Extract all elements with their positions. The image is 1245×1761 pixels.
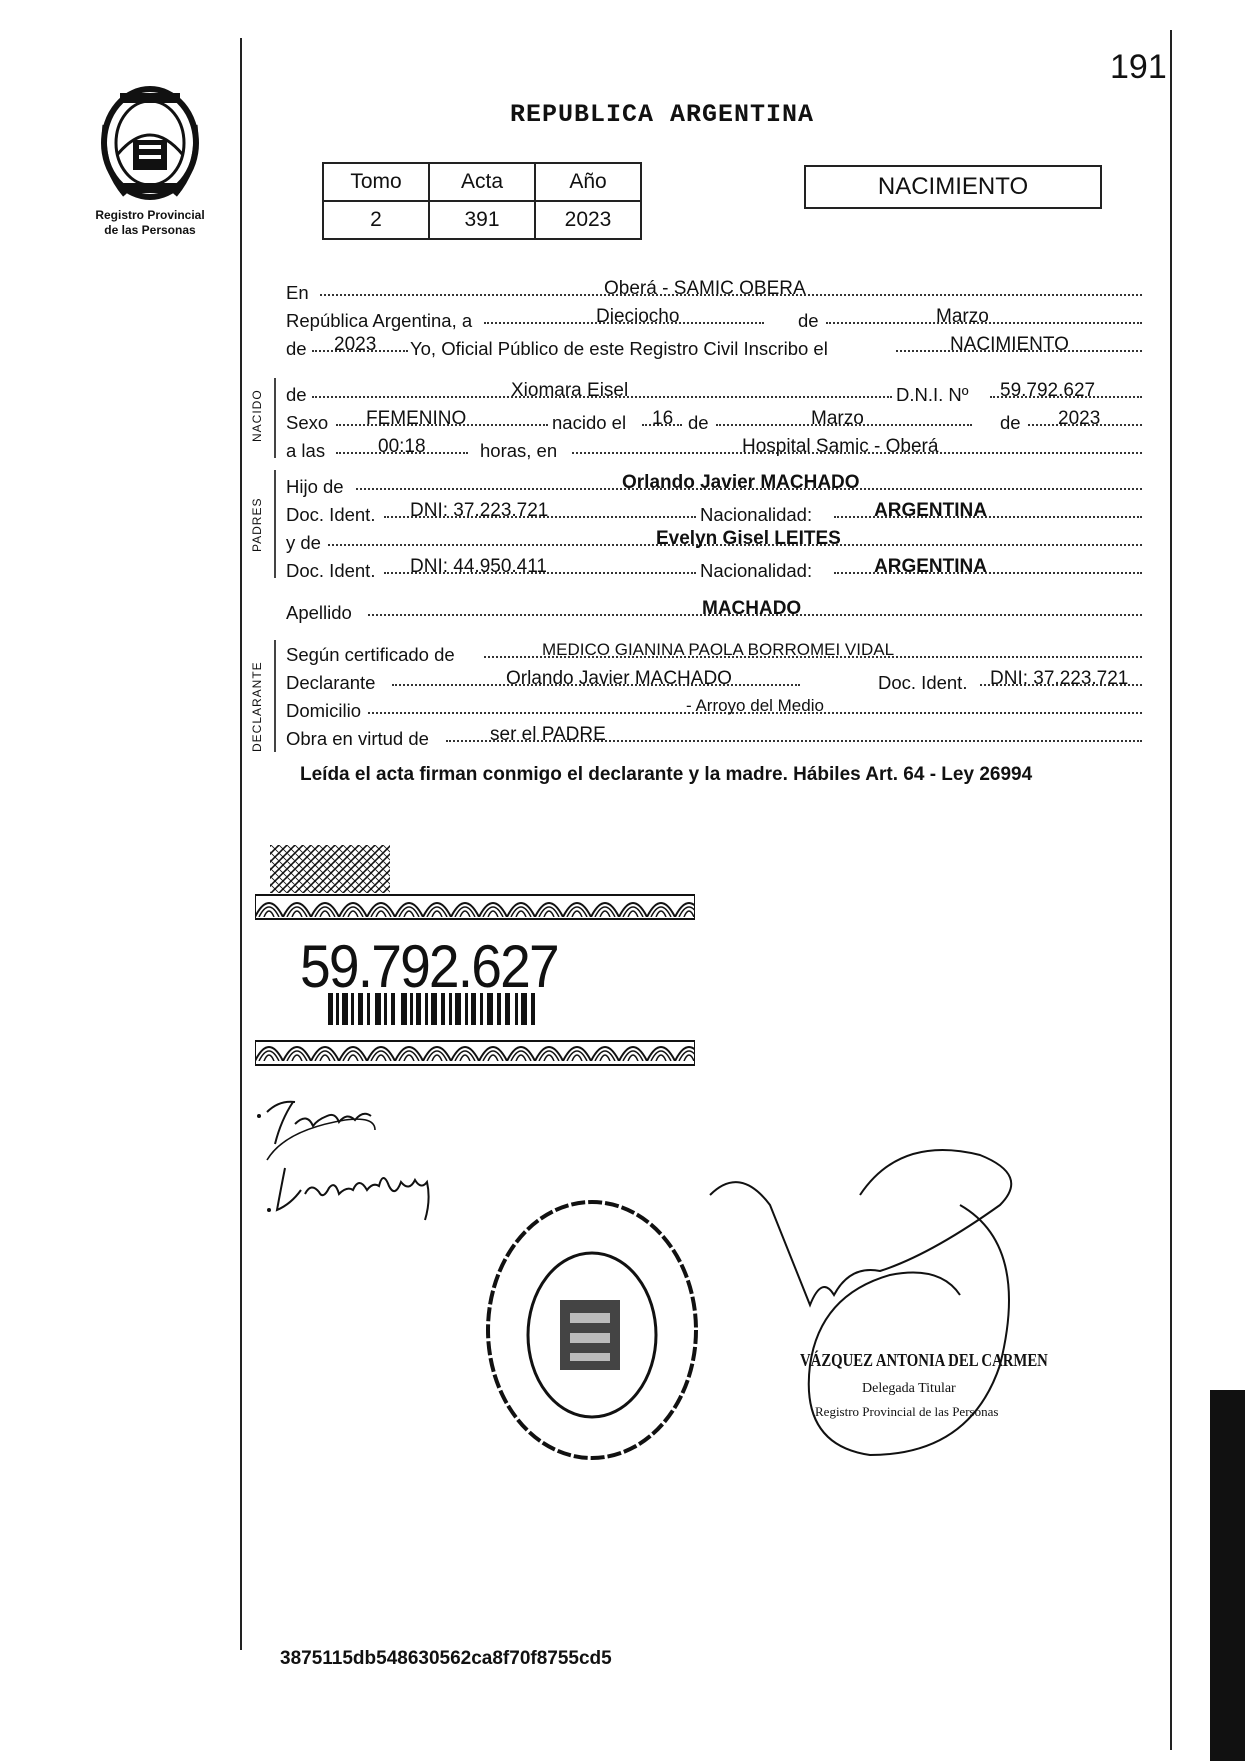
inscribo-value: NACIMIENTO <box>950 334 1069 355</box>
record-type-box: NACIMIENTO <box>804 165 1102 209</box>
right-margin-line <box>1170 30 1172 1750</box>
padres-section-label: PADRES <box>250 497 264 552</box>
row-obra <box>286 724 1142 752</box>
oficial-text: Yo, Oficial Público de este Registro Civil Inscribo el <box>410 338 828 359</box>
office-stamp <box>480 1195 705 1470</box>
tomo-header: Tomo <box>323 163 429 201</box>
row-mother <box>286 528 1142 556</box>
signatures-handwritten <box>255 1090 485 1230</box>
official-role: Delegada Titular <box>862 1381 956 1396</box>
day-words-value: Dieciocho <box>596 306 680 327</box>
declarante-doc-value: DNI: 37.223.721 <box>990 668 1129 689</box>
official-signature <box>700 1145 1120 1505</box>
registry-caption-line2: de las Personas <box>104 223 196 237</box>
a-las-label: a las <box>286 440 326 461</box>
acta-value: 391 <box>429 201 535 239</box>
row-oficial <box>286 334 1142 362</box>
registry-header-row <box>323 163 641 201</box>
registry-caption <box>70 208 230 238</box>
registry-caption-line1: Registro Provincial <box>95 208 205 222</box>
dni-label: D.N.I. Nº <box>896 384 969 405</box>
row-declarante <box>286 668 1142 696</box>
scan-edge-shadow <box>1210 1390 1245 1761</box>
certificado-value: MEDICO GIANINA PAOLA BORROMEI VIDAL <box>542 640 895 659</box>
row-certificado <box>286 640 1142 668</box>
father-value: Orlando Javier MACHADO <box>622 472 860 493</box>
row-apellido <box>286 598 1142 626</box>
domicilio-label: Domicilio <box>286 700 362 721</box>
closing-statement: Leída el acta firman conmigo el declarante y la madre. Hábiles Art. 64 - Ley 26994 <box>300 764 1033 785</box>
official-name: VÁZQUEZ ANTONIA DEL CARMEN <box>800 1350 1048 1370</box>
row-name <box>286 380 1142 408</box>
doc-ident-label: Doc. Ident. <box>286 560 376 581</box>
anio-value: 2023 <box>535 201 641 239</box>
doc-ident-label: Doc. Ident. <box>286 504 376 525</box>
tomo-value: 2 <box>323 201 429 239</box>
row-father-doc <box>286 500 1142 528</box>
declarante-bracket <box>274 640 276 752</box>
declarante-section-label: DECLARANTE <box>250 661 264 752</box>
en-label: En <box>286 282 309 303</box>
registry-table <box>322 162 642 240</box>
horas-label: horas, en <box>480 440 558 461</box>
de-label: de <box>688 412 709 433</box>
hijo-de-label: Hijo de <box>286 476 344 497</box>
time-value: 00:18 <box>378 436 426 457</box>
row-republica <box>286 306 1142 334</box>
nacido-bracket <box>274 378 276 458</box>
sexo-value: FEMENINO <box>366 408 467 429</box>
document-hash: 3875115db548630562ca8f70f8755cd5 <box>280 1648 612 1669</box>
year-value: 2023 <box>334 334 377 355</box>
nacido-section-label: NACIDO <box>250 389 264 442</box>
birth-year-value: 2023 <box>1058 408 1101 429</box>
registry-value-row <box>323 201 641 239</box>
sticker-dni-number: 59.792.627 <box>300 933 558 1000</box>
doc-ident-label: Doc. Ident. <box>878 672 968 693</box>
mother-value: Evelyn Gisel LEITES <box>656 528 841 549</box>
declarante-label: Declarante <box>286 672 376 693</box>
row-en <box>286 278 1142 306</box>
child-dni-value: 59.792.627 <box>1000 380 1096 401</box>
birth-month-value: Marzo <box>811 408 864 429</box>
y-de-label: y de <box>286 532 321 553</box>
de-label: de <box>286 338 307 359</box>
de-label: de <box>798 310 819 331</box>
row-sexo <box>286 408 1142 436</box>
document-title: REPUBLICA ARGENTINA <box>510 100 815 129</box>
nacionalidad-label: Nacionalidad: <box>700 504 813 525</box>
birth-day-value: 16 <box>652 408 674 429</box>
mother-nationality-value: ARGENTINA <box>874 556 987 577</box>
nacido-el-label: nacido el <box>552 412 627 433</box>
row-hora <box>286 436 1142 464</box>
obra-value: ser el PADRE <box>490 724 606 745</box>
padres-bracket <box>274 470 276 578</box>
provincial-seal-logo <box>95 85 205 205</box>
certificado-label: Según certificado de <box>286 644 455 665</box>
month-value: Marzo <box>936 306 989 327</box>
sexo-label: Sexo <box>286 412 329 433</box>
de-label: de <box>1000 412 1021 433</box>
official-organization: Registro Provincial de las Personas <box>815 1404 999 1419</box>
domicilio-value: - Arroyo del Medio <box>686 696 824 715</box>
birth-place-value: Hospital Samic - Oberá <box>742 436 939 457</box>
child-name-value: Xiomara Eisel <box>511 380 629 401</box>
apellido-value: MACHADO <box>702 598 802 619</box>
father-nationality-value: ARGENTINA <box>874 500 987 521</box>
declarante-value: Orlando Javier MACHADO <box>506 668 732 689</box>
row-domicilio <box>286 696 1142 724</box>
apellido-label: Apellido <box>286 602 352 623</box>
mother-doc-value: DNI: 44.950.411 <box>410 556 547 577</box>
place-value: Oberá - SAMIC OBERA <box>604 278 806 299</box>
de-label: de <box>286 384 307 405</box>
page-number: 191 <box>1110 48 1167 86</box>
nacionalidad-label: Nacionalidad: <box>700 560 813 581</box>
obra-label: Obra en virtud de <box>286 728 429 749</box>
row-father <box>286 472 1142 500</box>
row-mother-doc <box>286 556 1142 584</box>
republica-label: República Argentina, a <box>286 310 473 331</box>
left-margin-line <box>240 38 242 1650</box>
father-doc-value: DNI: 37.223.721 <box>410 500 549 521</box>
anio-header: Año <box>535 163 641 201</box>
acta-header: Acta <box>429 163 535 201</box>
